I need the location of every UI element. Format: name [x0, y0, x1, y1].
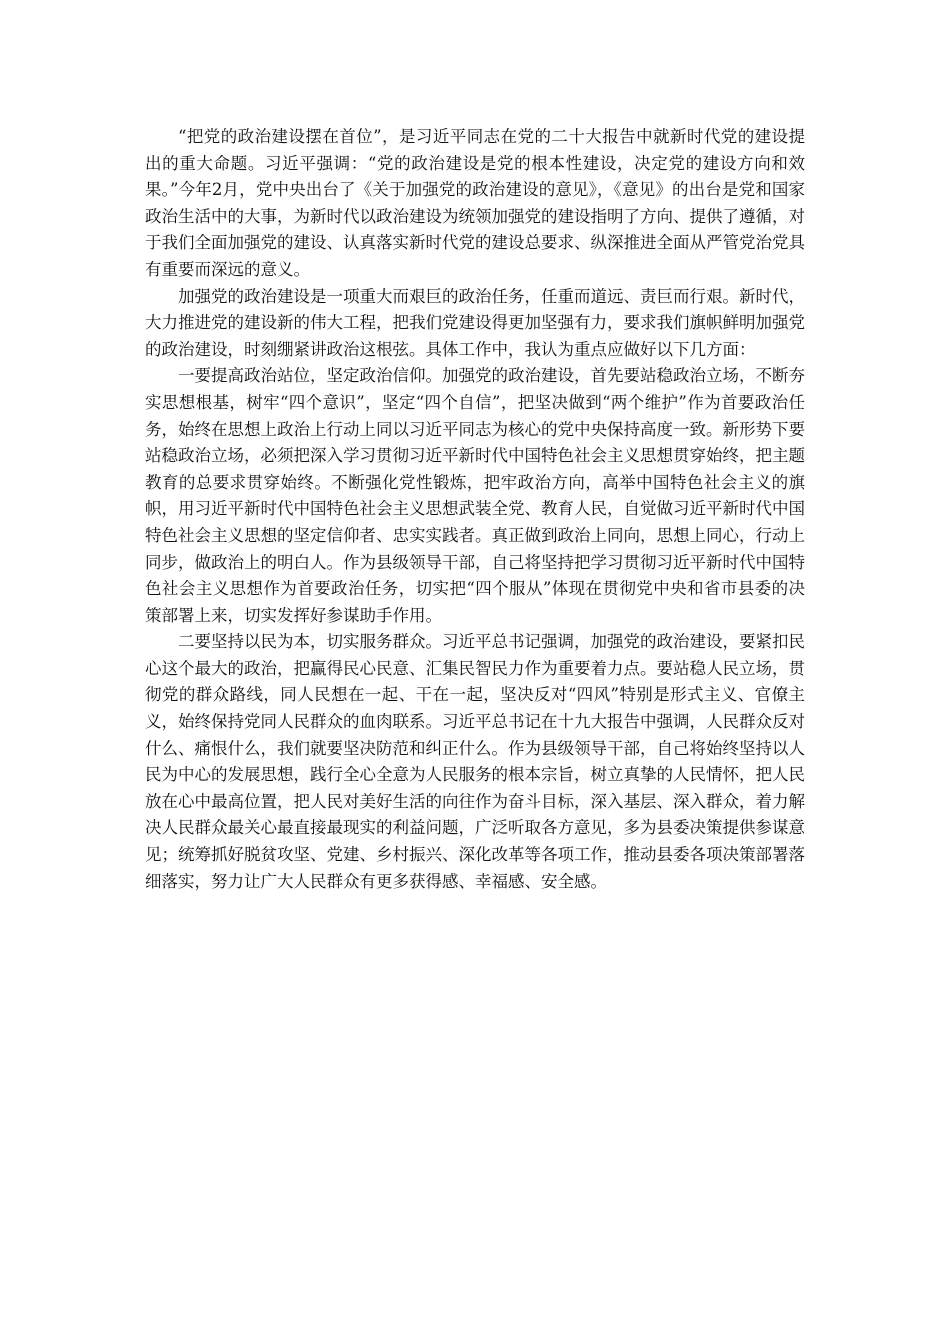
paragraph-intro: “把党的政治建设摆在首位”，是习近平同志在党的二十大报告中就新时代党的建设提出的重大命题。习近平强调：“党的政治建设是党的根本性建设，决定党的建设方向和效果。”今年2月，党中央出台了《关于加强党的政治建设的意见》，《意见》的出台是党和国家政治生活中的大事，为新时代以政治建设为统领加强党的建设指明了方向、提供了遵循，对于我们全面加强党的建设、认真落实新时代党的建设总要求、纵深推进全面从严管党治党具有重要而深远的意义。 — [145, 127, 805, 279]
paragraph-point-two: 二要坚持以民为本，切实服务群众。习近平总书记强调，加强党的政治建设，要紧扣民心这个最大的政治，把赢得民心民意、汇集民智民力作为重要着力点。要站稳人民立场，贯彻党的群众路线，同人民想在一起、干在一起，坚决反对“四风”特别是形式主义、官僚主义，始终保持党同人民群众的血肉联系。习近平总书记在十九大报告中强调，人民群众反对什么、痛恨什么，我们就要坚决防范和纠正什么。作为县级领导干部，自己将始终坚持以人民为中心的发展思想，践行全心全意为人民服务的根本宗旨，树立真挚的人民情怀，把人民放在心中最高位置，把人民对美好生活的向往作为奋斗目标，深入基层、深入群众，着力解决人民群众最关心最直接最现实的利益问题，广泛听取各方意见，多为县委决策提供参谋意见；统筹抓好脱贫攻坚、党建、乡村振兴、深化改革等各项工作，推动县委各项决策部署落细落实，努力让广大人民群众有更多获得感、幸福感、安全感。 — [145, 632, 805, 891]
paragraph-point-one: 一要提高政治站位，坚定政治信仰。加强党的政治建设，首先要站稳政治立场，不断夯实思想根基，树牢“四个意识”，坚定“四个自信”，把坚决做到“两个维护”作为首要政治任务，始终在思想上政治上行动上同以习近平同志为核心的党中央保持高度一致。新形势下要站稳政治立场，必须把深入学习贯彻习近平新时代中国特色社会主义思想贯穿始终，把主题教育的总要求贯穿始终。不断强化党性锻炼，把牢政治方向，高举中国特色社会主义的旗帜，用习近平新时代中国特色社会主义思想武装全党、教育人民，自觉做习近平新时代中国特色社会主义思想的坚定信仰者、忠实实践者。真正做到政治上同向，思想上同心，行动上同步，做政治上的明白人。作为县级领导干部，自己将坚持把学习贯彻习近平新时代中国特色社会主义思想作为首要政治任务，切实把“四个服从”体现在贯彻党中央和省市县委的决策部署上来，切实发挥好参谋助手作用。 — [145, 366, 805, 625]
paragraph-task: 加强党的政治建设是一项重大而艰巨的政治任务，任重而道远、责巨而行艰。新时代，大力推进党的建设新的伟大工程，把我们党建设得更加坚强有力，要求我们旗帜鲜明加强党的政治建设，时刻绷紧讲政治这根弦。具体工作中，我认为重点应做好以下几方面： — [145, 286, 805, 359]
document-body — [145, 124, 805, 895]
